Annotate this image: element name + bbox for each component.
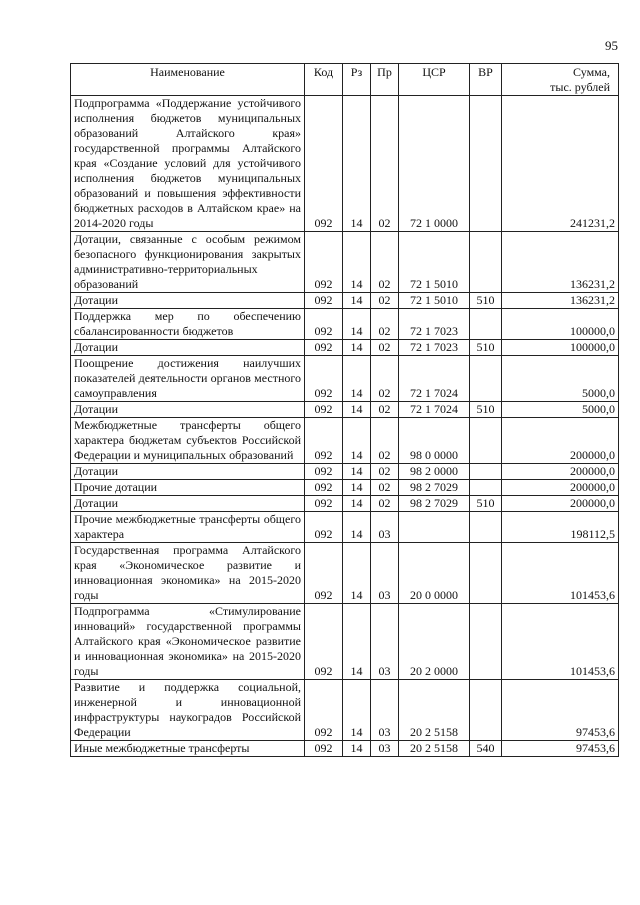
cell-sum: 200000,0 [502, 480, 619, 496]
cell-sum: 241231,2 [502, 96, 619, 232]
cell-code: 092 [305, 496, 343, 512]
header-sum [502, 64, 619, 96]
cell-rz: 14 [343, 480, 371, 496]
cell-vr: 510 [470, 293, 502, 309]
cell-code: 092 [305, 604, 343, 680]
cell-pr: 03 [371, 543, 399, 604]
cell-csr: 20 2 0000 [399, 604, 470, 680]
table-row [71, 340, 619, 356]
cell-pr: 02 [371, 340, 399, 356]
table-row [71, 96, 619, 232]
cell-sum: 100000,0 [502, 340, 619, 356]
cell-name: Поддержка мер по обеспечению сбалансированности бюджетов [71, 309, 305, 340]
cell-csr: 72 1 7023 [399, 309, 470, 340]
budget-table [70, 63, 619, 757]
cell-vr: 510 [470, 496, 502, 512]
header-csr: ЦСР [399, 64, 470, 96]
cell-sum: 100000,0 [502, 309, 619, 340]
cell-vr [470, 309, 502, 340]
cell-rz: 14 [343, 418, 371, 464]
cell-code: 092 [305, 356, 343, 402]
cell-pr: 03 [371, 604, 399, 680]
cell-vr [470, 480, 502, 496]
cell-vr [470, 356, 502, 402]
cell-vr: 540 [470, 741, 502, 757]
cell-rz: 14 [343, 741, 371, 757]
table-header-row [71, 64, 619, 96]
table-row [71, 741, 619, 757]
cell-vr [470, 464, 502, 480]
cell-csr: 98 0 0000 [399, 418, 470, 464]
cell-code: 092 [305, 293, 343, 309]
cell-name: Государственная программа Алтайского края «Экономическое развитие и инновационная экономика» на 2015-2020 годы [71, 543, 305, 604]
cell-vr: 510 [470, 402, 502, 418]
table-row [71, 604, 619, 680]
cell-name: Дотации [71, 464, 305, 480]
cell-rz: 14 [343, 293, 371, 309]
cell-pr: 03 [371, 741, 399, 757]
cell-rz: 14 [343, 604, 371, 680]
cell-name: Поощрение достижения наилучших показателей деятельности органов местного самоуправления [71, 356, 305, 402]
cell-name: Прочие межбюджетные трансферты общего характера [71, 512, 305, 543]
cell-rz: 14 [343, 340, 371, 356]
cell-name: Иные межбюджетные трансферты [71, 741, 305, 757]
cell-pr: 02 [371, 309, 399, 340]
cell-code: 092 [305, 680, 343, 741]
cell-code: 092 [305, 512, 343, 543]
cell-sum: 200000,0 [502, 418, 619, 464]
cell-csr: 20 2 5158 [399, 741, 470, 757]
cell-csr: 72 1 5010 [399, 232, 470, 293]
table-row [71, 232, 619, 293]
header-pr: Пр [371, 64, 399, 96]
table-row [71, 402, 619, 418]
cell-rz: 14 [343, 402, 371, 418]
cell-sum: 5000,0 [502, 356, 619, 402]
header-vr: ВР [470, 64, 502, 96]
cell-vr [470, 418, 502, 464]
cell-sum: 200000,0 [502, 496, 619, 512]
cell-pr: 02 [371, 96, 399, 232]
cell-csr: 20 2 5158 [399, 680, 470, 741]
table-row [71, 512, 619, 543]
cell-rz: 14 [343, 680, 371, 741]
cell-code: 092 [305, 741, 343, 757]
cell-sum: 200000,0 [502, 464, 619, 480]
cell-vr [470, 232, 502, 293]
table-row [71, 418, 619, 464]
table-body [71, 96, 619, 757]
cell-csr: 98 2 0000 [399, 464, 470, 480]
cell-rz: 14 [343, 496, 371, 512]
cell-sum: 136231,2 [502, 232, 619, 293]
table-row [71, 293, 619, 309]
cell-vr [470, 604, 502, 680]
cell-code: 092 [305, 232, 343, 293]
table-row [71, 464, 619, 480]
cell-csr: 72 1 0000 [399, 96, 470, 232]
cell-name: Дотации, связанные с особым режимом безопасного функционирования закрытых административно-территориальных образований [71, 232, 305, 293]
cell-code: 092 [305, 543, 343, 604]
cell-pr: 02 [371, 293, 399, 309]
cell-csr: 98 2 7029 [399, 480, 470, 496]
cell-pr: 02 [371, 480, 399, 496]
cell-name: Прочие дотации [71, 480, 305, 496]
cell-sum: 198112,5 [502, 512, 619, 543]
table-row [71, 496, 619, 512]
header-name: Наименование [71, 64, 305, 96]
cell-csr: 72 1 7024 [399, 356, 470, 402]
cell-sum: 136231,2 [502, 293, 619, 309]
cell-pr: 02 [371, 464, 399, 480]
cell-vr [470, 96, 502, 232]
cell-name: Дотации [71, 496, 305, 512]
cell-pr: 02 [371, 356, 399, 402]
cell-vr: 510 [470, 340, 502, 356]
cell-csr: 72 1 7024 [399, 402, 470, 418]
cell-rz: 14 [343, 96, 371, 232]
cell-code: 092 [305, 480, 343, 496]
cell-pr: 02 [371, 496, 399, 512]
cell-rz: 14 [343, 356, 371, 402]
cell-vr [470, 512, 502, 543]
cell-rz: 14 [343, 512, 371, 543]
cell-sum: 101453,6 [502, 604, 619, 680]
cell-name: Дотации [71, 340, 305, 356]
cell-csr [399, 512, 470, 543]
table-row [71, 543, 619, 604]
cell-csr: 20 0 0000 [399, 543, 470, 604]
table-row [71, 480, 619, 496]
cell-pr: 02 [371, 418, 399, 464]
cell-csr: 72 1 5010 [399, 293, 470, 309]
cell-name: Подпрограмма «Поддержание устойчивого исполнения бюджетов муниципальных образований Алтайского края» государственной программы Алтайского края «Создание условий для устойчивого исполнения бюджетов муниципальных образований и повышения эффективности бюджетных расходов в Алтайском крае» на 2014-2020 годы [71, 96, 305, 232]
table-row [71, 309, 619, 340]
cell-code: 092 [305, 402, 343, 418]
cell-rz: 14 [343, 543, 371, 604]
cell-name: Межбюджетные трансферты общего характера бюджетам субъектов Российской Федерации и муниципальных образований [71, 418, 305, 464]
header-sum-line2: тыс. рублей [550, 80, 610, 94]
cell-pr: 02 [371, 232, 399, 293]
cell-csr: 72 1 7023 [399, 340, 470, 356]
cell-csr: 98 2 7029 [399, 496, 470, 512]
table-row [71, 356, 619, 402]
cell-name: Дотации [71, 293, 305, 309]
cell-code: 092 [305, 96, 343, 232]
cell-pr: 03 [371, 512, 399, 543]
cell-rz: 14 [343, 232, 371, 293]
cell-vr [470, 680, 502, 741]
cell-name: Дотации [71, 402, 305, 418]
page-number: 95 [605, 38, 618, 53]
cell-code: 092 [305, 340, 343, 356]
cell-pr: 03 [371, 680, 399, 741]
cell-sum: 97453,6 [502, 680, 619, 741]
cell-name: Подпрограмма «Стимулирование инноваций» государственной программы Алтайского края «Экономическое развитие и инновационная экономика» на 2015-2020 годы [71, 604, 305, 680]
cell-code: 092 [305, 418, 343, 464]
cell-rz: 14 [343, 309, 371, 340]
cell-name: Развитие и поддержка социальной, инженерной и инновационной инфраструктуры наукоградов Российской Федерации [71, 680, 305, 741]
cell-sum: 97453,6 [502, 741, 619, 757]
header-rz: Рз [343, 64, 371, 96]
cell-sum: 5000,0 [502, 402, 619, 418]
cell-code: 092 [305, 464, 343, 480]
header-code: Код [305, 64, 343, 96]
header-sum-line1: Сумма, [573, 65, 610, 79]
table-row [71, 680, 619, 741]
cell-vr [470, 543, 502, 604]
cell-code: 092 [305, 309, 343, 340]
cell-pr: 02 [371, 402, 399, 418]
cell-sum: 101453,6 [502, 543, 619, 604]
cell-rz: 14 [343, 464, 371, 480]
